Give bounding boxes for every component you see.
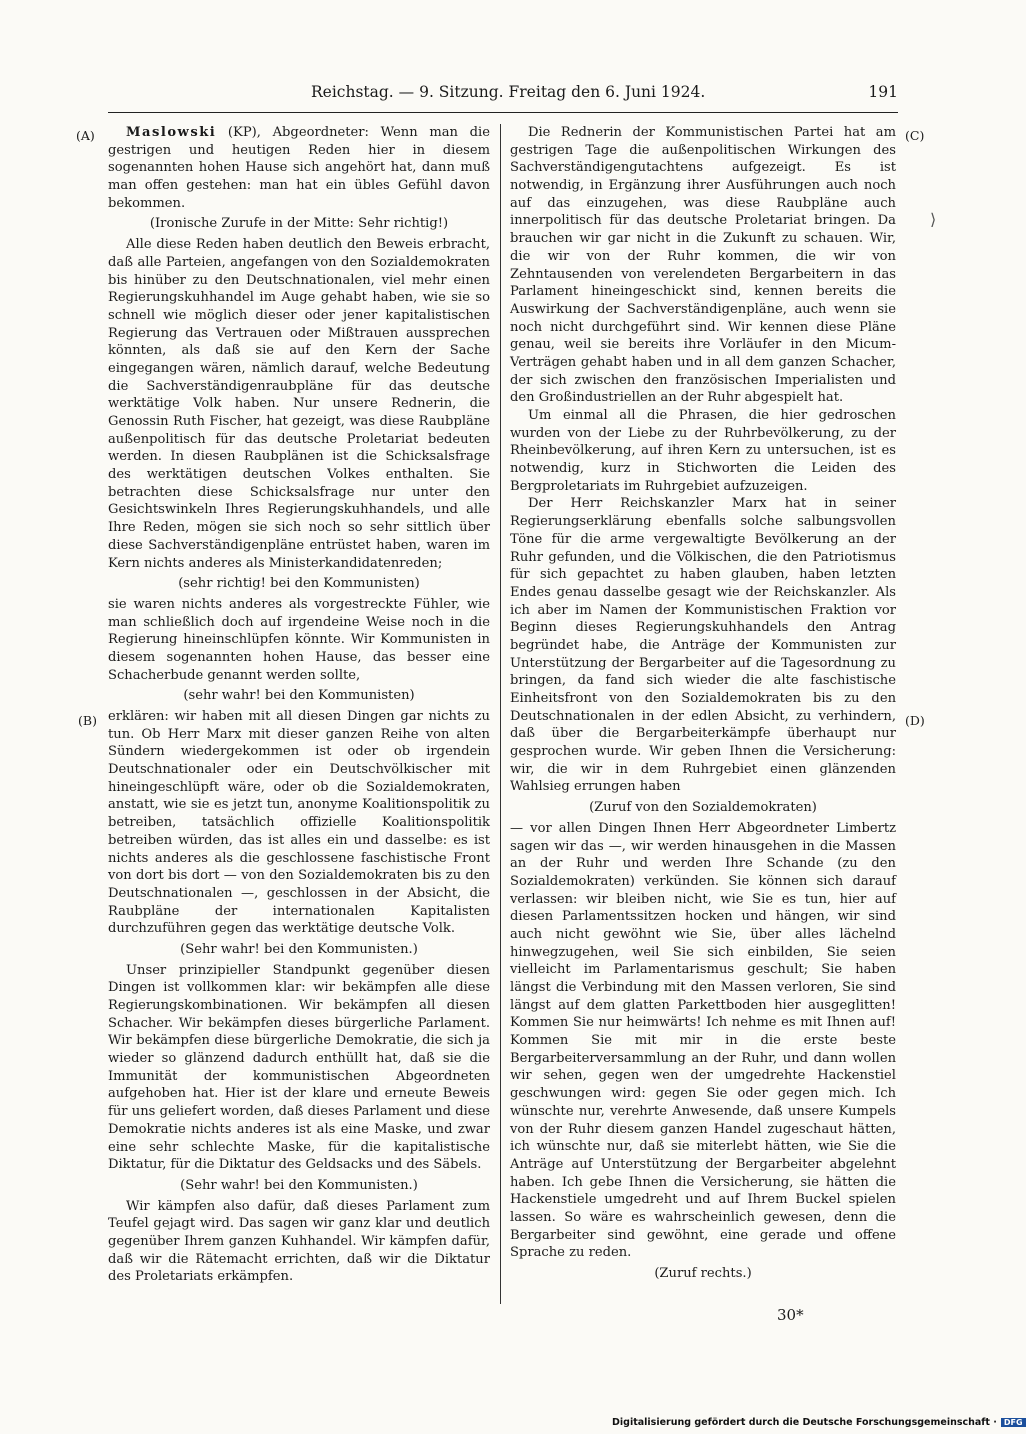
footer-credit <box>612 1417 1023 1428</box>
interjection: (Ironische Zurufe in der Mitte: Sehr richtig!) <box>149 216 449 232</box>
paragraph: Der Herr Reichskanzler Marx hat in seiner Regierungserklärung ebenfalls solche salbungsvollen Töne für die arme vergewaltigte Bevölkerung an der Ruhr gefunden, und die Völkischen, die den Patriotismus für sich gepachtet zu haben glauben, haben letzten Endes genau dasselbe gesagt wie der Reichskanzler. Als ich aber im Namen der Kommunistischen Fraktion vor Beginn dieses Regierungskuhhandels den Antrag begründet habe, die Anträge der Kommunisten zur Unterstützung der Bergarbeiter auf die Tagesordnung zu bringen, da fand sich wieder die alte faschistische Einheitsfront von den Sozialdemokraten bis zu den Deutschnationalen in der edlen Absicht, zu verhindern, daß über die Bergarbeiterkämpfe überhaupt nur gesprochen wurde. Wir geben Ihnen die Versicherung: wir, die wir in dem Ruhrgebiet einen glänzenden Wahlsieg errungen haben <box>510 496 896 795</box>
margin-marker-b: (B) <box>78 713 97 728</box>
paragraph: Die Rednerin der Kommunistischen Partei hat am gestrigen Tage die außenpolitischen Wirkungen des Sachverständigengutachtens aufgezeigt. Es ist notwendig, in Ergänzung ihrer Ausführungen auch noch auf das einzugehen, was diese Raubpläne auch innerpolitisch für das deutsche Proletariat bringen. Da brauchen wir gar nicht in die Zukunft zu schauen. Wir, die wir von der Ruhr kommen, die wir von Zehntausenden von verelendeten Bergarbeitern in das Parlament hineingeschickt sind, kennen bereits die Auswirkung der Sachverständigenpläne, auch wenn sie noch nicht durchgeführt sind. Wir kennen diese Pläne genau, weil sie bereits ihre Vorläufer in den Micum-Verträgen gehabt haben und in all dem ganzen Schacher, der sich zwischen den französischen Imperialisten und den Großindustriellen an der Ruhr abgespielt hat. <box>510 125 896 406</box>
running-header <box>108 80 898 104</box>
interjection: (Zuruf rechts.) <box>654 1266 752 1281</box>
paragraph-text: (KP), Abgeordneter: Wenn man die gestrigen und heutigen Reden hier in diesem sogenannten hohen Hause sich angehört hat, dann muß man offen gestehen: man hat ein übles Gefühl davon bekommen. <box>108 125 490 211</box>
page-number: 191 <box>868 83 898 101</box>
left-column <box>108 124 490 1286</box>
paragraph: Alle diese Reden haben deutlich den Beweis erbracht, daß alle Parteien, angefangen von den Sozialdemokraten bis hinüber zu den Deutschnationalen, viel mehr einen Regierungskuhhandel im Auge gehabt haben, wie sie so schnell wie möglich dieser oder jener kapitalistischen Regierung das Vertrauen oder Mißtrauen aussprechen könnten, als daß sie auf den Kern der Sache eingegangen wären, nämlich darauf, welche Bedeutung die Sachverständigenraubpläne für das deutsche werktätige Volk haben. Nur unsere Rednerin, die Genossin Ruth Fischer, hat gezeigt, was diese Raubpläne außenpolitisch für das deutsche Proletariat bedeuten werden. In diesen Raubplänen ist die Schicksalsfrage des werktätigen deutschen Volkes enthalten. Sie betrachten diese Schicksalsfrage nur unter den Gesichtswinkeln Ihres Regierungskuhhandels, und alle Ihre Reden, mögen sie sich noch so sehr sittlich über diese Sachverständigenpläne entrüstet haben, waren im Kern nichts anderes als Ministerkandidatenreden; <box>108 237 490 571</box>
pencil-mark: ⟩ <box>930 210 937 229</box>
interjection: (sehr richtig! bei den Kommunisten) <box>178 576 420 592</box>
paragraph: Wir kämpfen also dafür, daß dieses Parlament zum Teufel gejagt wird. Das sagen wir ganz klar und deutlich gegenüber Ihrem ganzen Kuhhandel. Wir kämpfen dafür, daß wir die Rätemacht errichten, daß wir die Diktatur des Proletariats erkämpfen. <box>108 1198 490 1285</box>
paragraph: — vor allen Dingen Ihnen Herr Abgeordneter Limbertz sagen wir das —, wir werden hinausgehen in die Massen an der Ruhr und werden Ihre Schande (zu den Sozialdemokraten) verkünden. Sie können sich darauf verlassen: wir bleiben nicht, wie Sie es tun, hier auf diesen Parlamentssitzen hocken und hängen, wir sind auch nicht gewöhnt wie Sie, über alles lächelnd hinwegzugehen, weil Sie sich einbilden, Sie seien vielleicht im Parlamentarismus geschult; Sie haben längst die Verbindung mit den Massen verloren, Sie sind längst auf dem glatten Parkettboden hier ausgeglitten! Kommen Sie nur heimwärts! Ich nehme es mit Ihnen auf! Kommen Sie mit mir in die erste beste Bergarbeiterversammlung an der Ruhr, und dann wollen wir sehen, gegen wen der umgedrehte Hackenstiel geschwungen wird: gegen Sie oder gegen mich. Ich wünschte nur, verehrte Anwesende, daß unsere Kumpels von der Ruhr diesem ganzen Handel zugeschaut hätten, ich wünschte nur, daß sie miterlebt hätten, wie Sie die Anträge auf Unterstützung der Bergarbeiter abgelehnt haben. Ich gebe Ihnen die Versicherung, sie hätten die Hackenstiele umgedreht und auf Ihrem Buckel spielen lassen. So wäre es wahrscheinlich gewesen, denn die Bergarbeiter sind gewöhnt, eine gerade und offene Sprache zu reden. <box>510 820 896 1261</box>
paragraph: erklären: wir haben mit all diesen Dingen gar nichts zu tun. Ob Herr Marx mit dieser ganzen Reihe von alten Sündern wiedergekommen ist oder ob irgendein Deutschnationaler oder ein Deutschvölkischer mit hineingeschlüpft wäre, oder ob die Sozialdemokraten, anstatt, wie sie es jetzt tun, anonyme Koalitionspolitik zu betreiben, tatsächlich offizielle Koalitionspolitik betreiben würden, das ist alles ein und dasselbe: es ist nichts anderes als die geschlossene faschistische Front von dort bis dort — von den Sozialdemokraten bis zu den Deutschnationalen —, geschlossen in der Absicht, die Raubpläne der internationalen Kapitalisten durchzuführen gegen das werktätige deutsche Volk. <box>108 709 490 937</box>
margin-marker-c: (C) <box>905 128 925 143</box>
interjection: (Sehr wahr! bei den Kommunisten.) <box>180 941 418 957</box>
header-rule <box>108 112 898 113</box>
header-title: Reichstag. — 9. Sitzung. Freitag den 6. Juni 1924. <box>311 83 706 101</box>
signature-mark: 30* <box>777 1306 804 1324</box>
interjection: (sehr wahr! bei den Kommunisten) <box>183 688 415 704</box>
column-divider <box>500 124 501 1304</box>
footer-text: Digitalisierung gefördert durch die Deutsche Forschungsgemeinschaft · <box>612 1417 997 1428</box>
paragraph <box>108 124 490 212</box>
margin-marker-d: (D) <box>905 713 925 728</box>
interjection: (Zuruf von den Sozialdemokraten) <box>589 800 817 816</box>
interjection: (Sehr wahr! bei den Kommunisten.) <box>180 1177 418 1193</box>
paragraph: Unser prinzipieller Standpunkt gegenüber diesen Dingen ist vollkommen klar: wir bekämpfen alle diese Regierungskombinationen. Wir bekämpfen all diesen Schacher. Wir bekämpfen dieses bürgerliche Parlament. Wir bekämpfen diese bürgerliche Demokratie, die sich ja wieder so glänzend dadurch enthüllt hat, daß sie die Immunität der kommunistischen Abgeordneten aufgehoben hat. Hier ist der klare und erneute Beweis für uns geliefert worden, daß dieses Parlament und diese Demokratie nichts anderes ist als eine Maske, und zwar eine sehr schlechte Maske, für die kapitalistische Diktatur, für die Diktatur des Geldsacks und des Säbels. <box>108 962 490 1173</box>
margin-marker-a: (A) <box>76 128 95 143</box>
paragraph: sie waren nichts anderes als vorgestreckte Fühler, wie man schließlich doch auf irgendeine Weise noch in die Regierung hineinschlüpfen könnte. Wir Kommunisten in diesem sogenannten hohen Hause, das besser eine Schacherbude genannt werden sollte, <box>108 596 490 683</box>
speaker-name: Maslowski <box>126 125 217 140</box>
dfg-logo: DFG <box>1001 1418 1026 1427</box>
right-column <box>510 124 896 1286</box>
paragraph: Um einmal all die Phrasen, die hier gedroschen wurden von der Liebe zu der Ruhrbevölkerung, zu der Rheinbevölkerung, auf ihren Kern zu untersuchen, ist es notwendig, kurz in Stichworten die Leiden des Bergproletariats im Ruhrgebiet aufzuzeigen. <box>510 408 896 494</box>
